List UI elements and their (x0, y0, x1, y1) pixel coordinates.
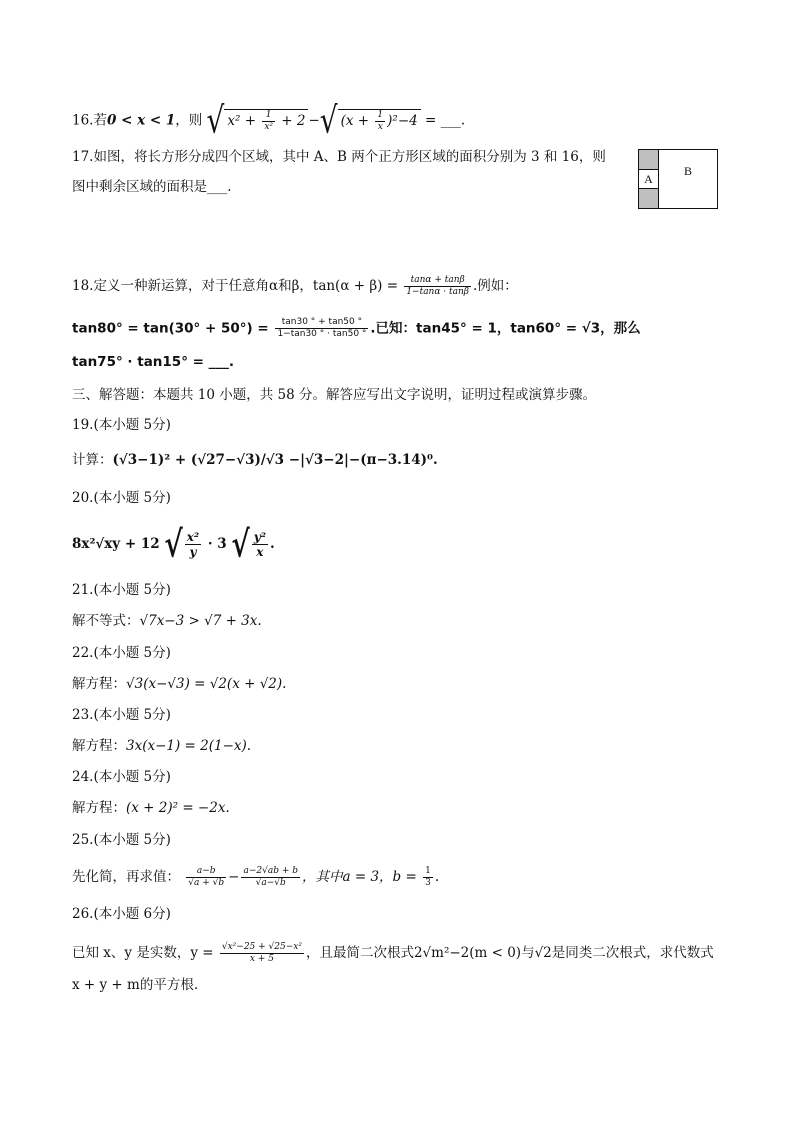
shaded-region-bottom (639, 189, 659, 208)
q20-heading: 20.(本小题 5分) (72, 490, 171, 506)
q19-label: 计算： (72, 452, 113, 468)
q20-mid: · 3 (207, 536, 227, 552)
q20-end: . (270, 536, 275, 552)
sqrt-icon: √ (319, 98, 338, 142)
q25-fraction-2: $\frac{a-2√ab + b}{√a-√b}$ (243, 866, 298, 888)
q21-body (72, 611, 262, 631)
q23-label: 解方程： (72, 738, 126, 754)
q20-fraction-1: $\frac{\text{x²}}{y}$ (186, 530, 200, 559)
sqrt-icon: √ (164, 522, 183, 566)
sqrt-icon: √ (231, 522, 250, 566)
q24-body (72, 798, 230, 818)
question-18-line1 (72, 275, 518, 298)
q25-post: ，其中a = 3，b = (302, 869, 417, 885)
q16-radical-2: (x + $\frac{1}{x}$ )²−4 (338, 109, 421, 133)
q16-condition: 0 < x < 1 (106, 112, 176, 129)
q16-number: 16. (72, 112, 94, 129)
q23-expression: 3x(x−1) = 2(1−x). (126, 738, 252, 754)
question-16: 16.若0 < x < 1，则 √ x² + $\frac{1}{\text{x²}}$ + 2 −√ (x + $\frac{1}{x}$ )²−4 = ___. (72, 98, 466, 142)
q26-heading: 26.(本小题 6分) (72, 906, 171, 922)
q18-fraction-1: $\frac{\tan\alpha + \tan\beta}{1-\tan\alpha \cdot \tan\beta}$ (406, 275, 470, 297)
q20-fraction-2: $\frac{\text{y²}}{x}$ (253, 530, 266, 559)
q22-body (72, 674, 286, 694)
q25-heading: 25.(本小题 5分) (72, 832, 171, 848)
q25-label: 先化简，再求值： (72, 869, 180, 885)
q16-tail: = ___. (425, 112, 466, 129)
q25-b-fraction: $\frac{1}{3}$ (425, 866, 431, 888)
question-17-line1: 17.如图，将长方形分成四个区域，其中 A、B 两个正方形区域的面积分别为 3 和 16，则 (72, 149, 606, 165)
q24-expression: (x + 2)² = −2x. (126, 800, 230, 816)
q16-radical-1: x² + $\frac{1}{\text{x²}}$ + 2 (224, 109, 308, 133)
q22-label: 解方程： (72, 676, 126, 692)
q26-fraction: $\frac{\text{√x²−25 + √25−x²}}{x + 5}$ (221, 942, 302, 964)
q24-heading: 24.(本小题 5分) (72, 769, 171, 785)
q26-line1-pre: 已知 x、y 是实数，y = (72, 945, 214, 961)
q20-body (72, 522, 275, 566)
q26-line1 (72, 942, 714, 965)
question-18-line3: tan75° · tan15° = ___. (72, 354, 235, 370)
q24-label: 解方程： (72, 800, 126, 816)
q21-label: 解不等式： (72, 613, 140, 629)
shaded-region-top (639, 150, 659, 169)
label-a: A (644, 172, 653, 186)
q22-heading: 22.(本小题 5分) (72, 645, 171, 661)
question-17-line2: 图中剩余区域的面积是___. (72, 179, 232, 195)
square-a (639, 169, 659, 189)
q18-fraction-2: $\frac{\tan 30 ^\circ + \tan 50 ^\circ}{1-\tan 30 ^\circ \cdot \tan 50 ^\circ}$ (277, 317, 367, 339)
label-b: B (683, 164, 692, 178)
q23-heading: 23.(本小题 5分) (72, 707, 171, 723)
q19-heading: 19.(本小题 5分) (72, 417, 171, 433)
sqrt-icon: √ (206, 98, 225, 142)
q18-line1-post: .例如： (473, 278, 518, 294)
q18-line2-post: .已知：tan45° = 1，tan60° = √3，那么 (370, 320, 641, 337)
q20-expr-a: 8x²√xy + 12 (72, 536, 160, 552)
q19-body (72, 450, 438, 470)
q18-line2-pre: tan80° = tan(30° + 50°) = (72, 320, 269, 337)
q18-line1-pre: 18.定义一种新运算，对于任意角α和β，tan(α + β) = (72, 278, 399, 294)
q26-line1-post: ，且最简二次根式2√m²−2(m < 0)与√2是同类二次根式，求代数式 (305, 945, 714, 961)
question-18-line2 (72, 317, 641, 340)
q16-then: ，则 (175, 112, 203, 129)
q16-prefix: 若 (93, 112, 107, 129)
q26-line2: x + y + m的平方根. (72, 977, 199, 993)
q21-heading: 21.(本小题 5分) (72, 582, 171, 598)
square-b (659, 150, 717, 208)
q21-expression: √7x−3 > √7 + 3x. (139, 613, 262, 629)
q25-end: . (434, 869, 440, 885)
q25-body: 先化简，再求值： $\frac{a-b}{√a + √b}$ − $\frac{a-2√ab + b}{√a-√b}$ ，其中a = 3，b = $\frac{1}{3}$ . (72, 866, 440, 888)
q22-expression: √3(x−√3) = √2(x + √2). (126, 676, 287, 692)
rectangle-figure (638, 149, 718, 209)
section-3-heading: 三、解答题：本题共 10 小题，共 58 分。解答应写出文字说明，证明过程或演算步骤。 (72, 387, 597, 403)
q23-body (72, 736, 251, 756)
q25-fraction-1: $\frac{a-b}{√a + √b}$ (188, 866, 225, 888)
q19-expression: (√3−1)² + (√27−√3)/√3 −|√3−2|−(π−3.14)⁰. (112, 452, 438, 468)
